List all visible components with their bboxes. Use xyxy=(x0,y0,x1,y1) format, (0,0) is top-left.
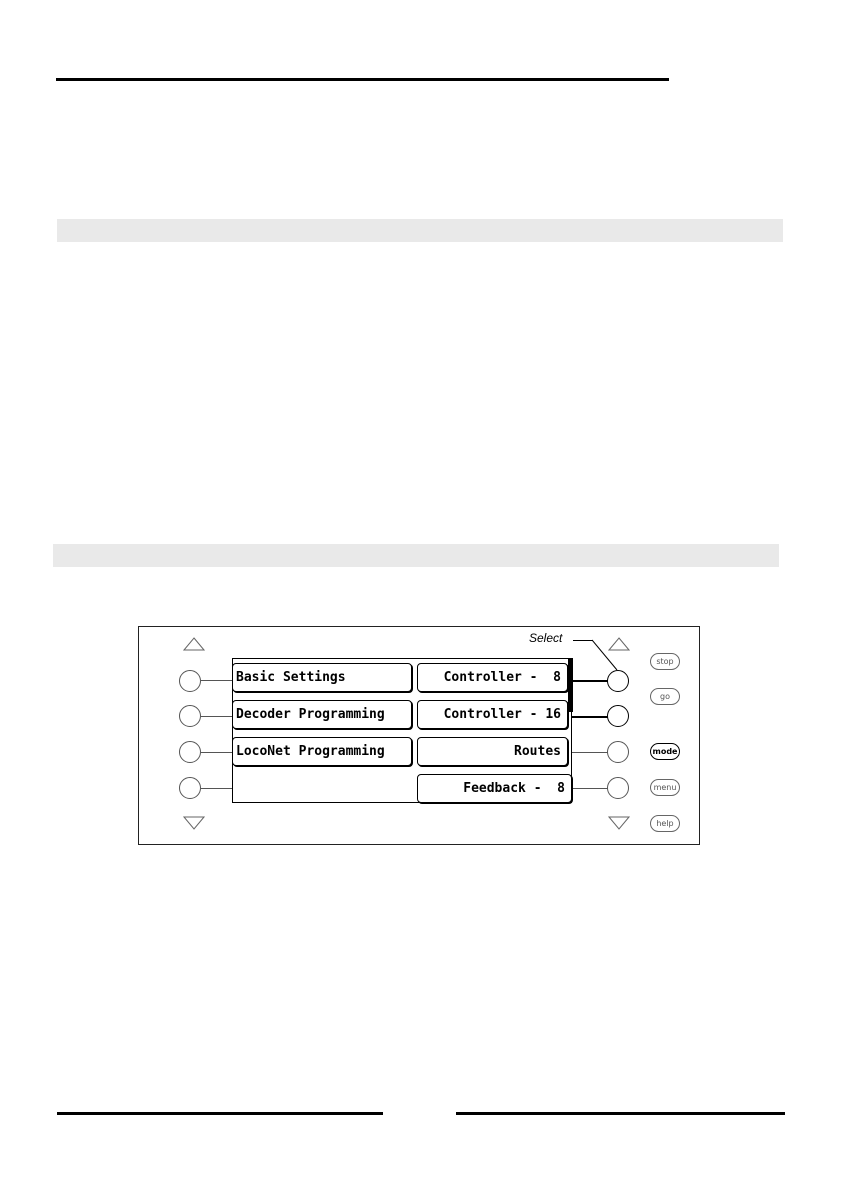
help-button[interactable]: help xyxy=(650,815,680,832)
menu-button[interactable]: menu xyxy=(650,779,680,796)
knob-lead xyxy=(572,788,608,789)
right-knob-3[interactable] xyxy=(607,741,629,763)
callout-leader xyxy=(573,640,593,641)
menu-routes[interactable]: Routes xyxy=(417,737,568,766)
knob-lead xyxy=(201,716,232,717)
section-band-top xyxy=(57,219,783,242)
footer-rule-right xyxy=(456,1112,785,1115)
menu-basic-settings[interactable]: Basic Settings xyxy=(232,663,412,692)
footer-rule-left xyxy=(57,1112,383,1115)
right-knob-2[interactable] xyxy=(607,705,629,727)
mode-button[interactable]: mode xyxy=(650,743,680,760)
stop-button[interactable]: stop xyxy=(650,653,680,670)
scrollbar[interactable] xyxy=(568,658,573,712)
left-knob-2[interactable] xyxy=(179,705,201,727)
menu-controller-8[interactable]: Controller - 8 xyxy=(417,663,568,692)
up-arrow-icon[interactable] xyxy=(183,637,205,651)
knob-lead xyxy=(201,680,232,681)
menu-feedback-8[interactable]: Feedback - 8 xyxy=(417,774,572,803)
knob-lead xyxy=(572,716,608,718)
menu-controller-16[interactable]: Controller - 16 xyxy=(417,700,568,729)
header-rule xyxy=(56,78,669,81)
select-callout-label: Select xyxy=(529,631,563,645)
section-band-middle xyxy=(53,544,779,567)
knob-lead xyxy=(201,752,232,753)
knob-lead xyxy=(572,680,608,682)
go-button[interactable]: go xyxy=(650,688,680,705)
menu-loconet-programming[interactable]: LocoNet Programming xyxy=(232,737,412,766)
callout-leader-diagonal xyxy=(592,639,620,672)
right-knob-4[interactable] xyxy=(607,777,629,799)
right-knob-1[interactable] xyxy=(607,670,629,692)
menu-decoder-programming[interactable]: Decoder Programming xyxy=(232,700,412,729)
knob-lead xyxy=(201,788,232,789)
down-arrow-icon[interactable] xyxy=(608,816,630,830)
knob-lead xyxy=(572,752,608,753)
left-knob-3[interactable] xyxy=(179,741,201,763)
down-arrow-icon[interactable] xyxy=(183,816,205,830)
left-knob-1[interactable] xyxy=(179,670,201,692)
left-knob-4[interactable] xyxy=(179,777,201,799)
